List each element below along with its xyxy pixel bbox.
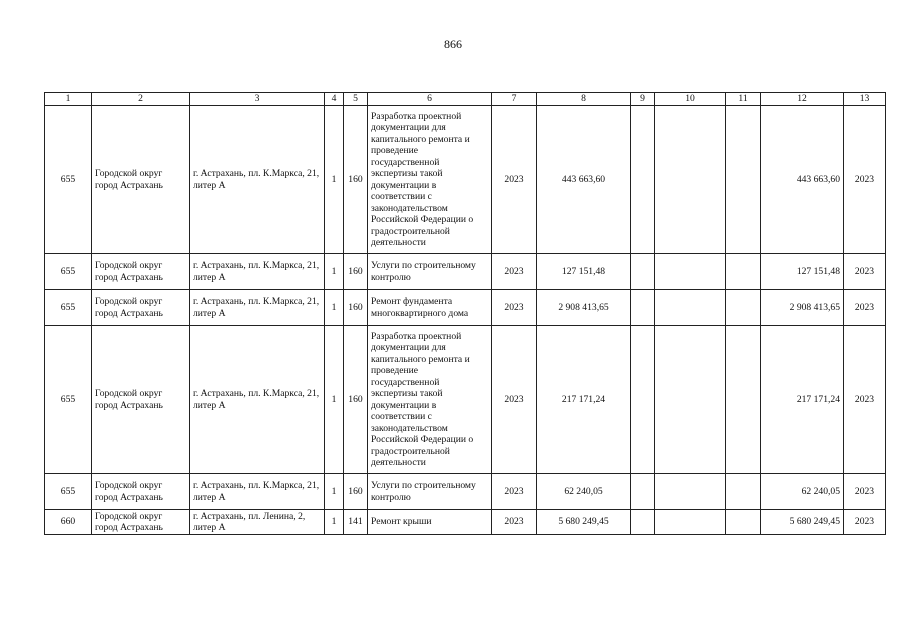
year-cell: 2023 bbox=[492, 106, 537, 254]
column-header-2: 2 bbox=[92, 93, 190, 106]
year-cell: 2023 bbox=[492, 326, 537, 474]
col4-cell: 1 bbox=[325, 510, 344, 535]
column-header-7: 7 bbox=[492, 93, 537, 106]
cost-cell: 127 151,48 bbox=[537, 254, 631, 290]
col5-cell: 160 bbox=[344, 290, 368, 326]
col11-cell bbox=[726, 474, 761, 510]
col9-cell bbox=[631, 510, 655, 535]
col11-cell bbox=[726, 510, 761, 535]
address-cell: г. Астрахань, пл. К.Маркса, 21, литер А bbox=[190, 290, 325, 326]
col11-cell bbox=[726, 254, 761, 290]
row-number-cell: 655 bbox=[45, 254, 92, 290]
col13-cell: 2023 bbox=[844, 474, 886, 510]
municipality-cell: Городской округ город Астрахань bbox=[92, 290, 190, 326]
address-cell: г. Астрахань, пл. Ленина, 2, литер А bbox=[190, 510, 325, 535]
municipality-cell: Городской округ город Астрахань bbox=[92, 326, 190, 474]
work-type-cell: Услуги по строительному контролю bbox=[368, 474, 492, 510]
col4-cell: 1 bbox=[325, 106, 344, 254]
col11-cell bbox=[726, 106, 761, 254]
col12-cell: 127 151,48 bbox=[761, 254, 844, 290]
work-type-cell: Услуги по строительному контролю bbox=[368, 254, 492, 290]
col13-cell: 2023 bbox=[844, 106, 886, 254]
work-type-cell: Ремонт крыши bbox=[368, 510, 492, 535]
col13-cell: 2023 bbox=[844, 510, 886, 535]
col9-cell bbox=[631, 106, 655, 254]
col13-cell: 2023 bbox=[844, 326, 886, 474]
col11-cell bbox=[726, 290, 761, 326]
col4-cell: 1 bbox=[325, 290, 344, 326]
work-type-cell: Разработка проектной документации для капитального ремонта и проведение государственной экспертизы такой документации в соответствии с законодательством Российской Федерации о градостроительной деятельности bbox=[368, 106, 492, 254]
municipality-cell: Городской округ город Астрахань bbox=[92, 510, 190, 535]
row-number-cell: 655 bbox=[45, 106, 92, 254]
column-header-13: 13 bbox=[844, 93, 886, 106]
cost-cell: 5 680 249,45 bbox=[537, 510, 631, 535]
col5-cell: 160 bbox=[344, 326, 368, 474]
year-cell: 2023 bbox=[492, 290, 537, 326]
row-number-cell: 655 bbox=[45, 326, 92, 474]
row-number-cell: 655 bbox=[45, 474, 92, 510]
work-type-cell: Разработка проектной документации для капитального ремонта и проведение государственной экспертизы такой документации в соответствии с законодательством Российской Федерации о градостроительной деятельности bbox=[368, 326, 492, 474]
col9-cell bbox=[631, 326, 655, 474]
address-cell: г. Астрахань, пл. К.Маркса, 21, литер А bbox=[190, 326, 325, 474]
col5-cell: 160 bbox=[344, 254, 368, 290]
col9-cell bbox=[631, 290, 655, 326]
year-cell: 2023 bbox=[492, 474, 537, 510]
column-header-3: 3 bbox=[190, 93, 325, 106]
col12-cell: 443 663,60 bbox=[761, 106, 844, 254]
column-header-12: 12 bbox=[761, 93, 844, 106]
col12-cell: 62 240,05 bbox=[761, 474, 844, 510]
cost-cell: 62 240,05 bbox=[537, 474, 631, 510]
year-cell: 2023 bbox=[492, 510, 537, 535]
col12-cell: 5 680 249,45 bbox=[761, 510, 844, 535]
table-row bbox=[45, 290, 886, 326]
col10-cell bbox=[655, 290, 726, 326]
col10-cell bbox=[655, 474, 726, 510]
col12-cell: 2 908 413,65 bbox=[761, 290, 844, 326]
col10-cell bbox=[655, 254, 726, 290]
col13-cell: 2023 bbox=[844, 290, 886, 326]
cost-cell: 443 663,60 bbox=[537, 106, 631, 254]
table-row bbox=[45, 106, 886, 254]
col5-cell: 160 bbox=[344, 106, 368, 254]
municipality-cell: Городской округ город Астрахань bbox=[92, 106, 190, 254]
col4-cell: 1 bbox=[325, 474, 344, 510]
col10-cell bbox=[655, 326, 726, 474]
cost-cell: 2 908 413,65 bbox=[537, 290, 631, 326]
col4-cell: 1 bbox=[325, 254, 344, 290]
col5-cell: 141 bbox=[344, 510, 368, 535]
column-header-9: 9 bbox=[631, 93, 655, 106]
col10-cell bbox=[655, 510, 726, 535]
address-cell: г. Астрахань, пл. К.Маркса, 21, литер А bbox=[190, 474, 325, 510]
address-cell: г. Астрахань, пл. К.Маркса, 21, литер А bbox=[190, 106, 325, 254]
row-number-cell: 655 bbox=[45, 290, 92, 326]
year-cell: 2023 bbox=[492, 254, 537, 290]
cost-cell: 217 171,24 bbox=[537, 326, 631, 474]
column-header-8: 8 bbox=[537, 93, 631, 106]
municipality-cell: Городской округ город Астрахань bbox=[92, 474, 190, 510]
table-row bbox=[45, 474, 886, 510]
municipality-cell: Городской округ город Астрахань bbox=[92, 254, 190, 290]
column-header-10: 10 bbox=[655, 93, 726, 106]
table-row bbox=[45, 254, 886, 290]
page-number: 866 bbox=[444, 37, 462, 51]
table-row bbox=[45, 510, 886, 535]
column-header-6: 6 bbox=[368, 93, 492, 106]
header-row bbox=[45, 93, 886, 106]
col11-cell bbox=[726, 326, 761, 474]
work-type-cell: Ремонт фундамента многоквартирного дома bbox=[368, 290, 492, 326]
column-header-4: 4 bbox=[325, 93, 344, 106]
col10-cell bbox=[655, 106, 726, 254]
table-row bbox=[45, 326, 886, 474]
repair-schedule-table bbox=[44, 92, 886, 535]
address-cell: г. Астрахань, пл. К.Маркса, 21, литер А bbox=[190, 254, 325, 290]
col4-cell: 1 bbox=[325, 326, 344, 474]
col9-cell bbox=[631, 474, 655, 510]
column-header-1: 1 bbox=[45, 93, 92, 106]
row-number-cell: 660 bbox=[45, 510, 92, 535]
column-header-5: 5 bbox=[344, 93, 368, 106]
col12-cell: 217 171,24 bbox=[761, 326, 844, 474]
col13-cell: 2023 bbox=[844, 254, 886, 290]
col5-cell: 160 bbox=[344, 474, 368, 510]
column-header-11: 11 bbox=[726, 93, 761, 106]
col9-cell bbox=[631, 254, 655, 290]
